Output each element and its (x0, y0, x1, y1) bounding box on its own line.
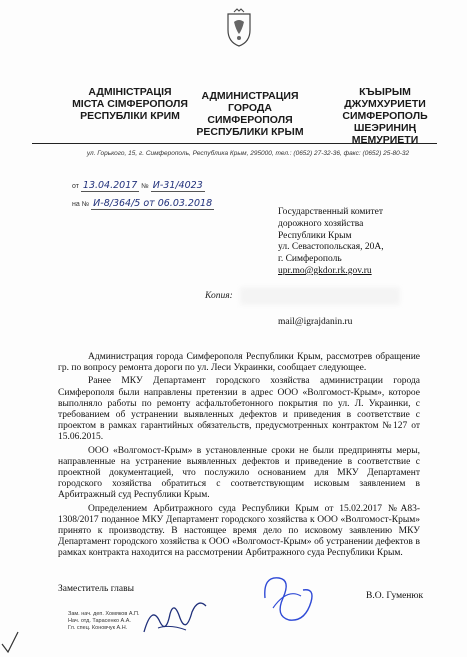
body-paragraph-2 (58, 376, 420, 443)
outgoing-date: 13.04.2017 (82, 180, 138, 191)
header-left-line: РЕСПУБЛІКИ КРИМ (80, 110, 180, 122)
body-paragraph-3: ООО «Волгомост-Крым» в установленные сроки не были предприняты меры, направленные на устранение выявленных дефектов и приведение в соответствие с проектной документацией, что послужило основанием для МКУ Департамент городского хозяйства обратиться с соответствующим исковым заявлением в Арбитражный суд Республики Крым. (58, 445, 420, 501)
header-left-line: МІСТА СІМФЕРОПОЛЯ (72, 98, 188, 110)
number-label: № (141, 183, 149, 190)
checkmark-icon (0, 630, 20, 655)
recipient-email: upr.mo@gkdor.rk.gov.ru (278, 265, 372, 276)
signatory-title: Заместитель главы (58, 584, 134, 594)
header-russian (185, 90, 315, 138)
redacted-area (240, 287, 400, 305)
header-right-line: ШЕЭРИНИҢ (353, 122, 417, 134)
outgoing-ref (72, 180, 205, 192)
from-label: от (72, 183, 79, 190)
on-number-label: на № (72, 201, 90, 208)
handwritten-signature-icon (140, 594, 210, 639)
header-right-line: МЕМУРИЕТИ (351, 134, 419, 146)
recipient-line: Государственный комитет (278, 207, 384, 217)
address-line: ул. Горького, 15, г. Симферополь, Республика Крым, 295000, тел.: (0652) 27-32-36, факс: (0652) 25-80-32 (86, 150, 410, 157)
header-center-line: ГОРОДА СИМФЕРОПОЛЯ (207, 102, 293, 126)
outgoing-number: И-31/4023 (152, 180, 203, 191)
recipient-line: г. Симферополь (278, 254, 342, 265)
header-divider (32, 143, 437, 144)
executors-list (68, 611, 140, 633)
header-right-line: ДЖУМХУРИЕТИ (344, 98, 426, 110)
executor-line: Зам. нач. деп. Хомяков А.П. (68, 611, 140, 617)
header-ukrainian (60, 86, 200, 122)
header-left-line: АДМІНІСТРАЦІЯ (88, 86, 172, 98)
copy-label: Копия: (205, 291, 233, 301)
body-paragraph-4: Определением Арбитражного суда Республики Крым от 15.02.2017 №А83-1308/2017 поданное МКУ Департамент городского хозяйства к ООО «Волгомост-Крым» принято к производству. В настоящее время дело по исковому заявлению МКУ Департамент городского хозяйства к ООО «Волгомост-Крым» об устранении дефектов в рамках контракта находится на рассмотрении Арбитражного суда Республики Крым. (58, 503, 420, 559)
executor-line: Нач. отд. Тарасенко А.А. (68, 618, 131, 625)
recipient-line: Республики Крым (278, 230, 352, 241)
body-paragraph-2-part-1: Ранее МКУ Департамент городского хозяйства администрации города Симферополя были направлены претензии в адрес ООО «Волгомост-Крым», которое выполняло работы по ремонту асфальтобетонного покрытия по (58, 376, 420, 409)
letter-body (58, 352, 420, 562)
header-right-line: СИМФЕРОПОЛЬ (342, 110, 428, 122)
incoming-ref (72, 198, 214, 210)
header-crimean-tatar (330, 86, 440, 146)
incoming-number: И-8/364/5 от 06.03.2018 (93, 198, 213, 209)
body-paragraph-2-part-2: ул. Л. Украинки, с требованием об устранении выявленных дефектов и приведения в соответствие с проектом в рамках гарантийных обязательств, предусмотренных контрактом №127 от 15.06.2015. (58, 398, 420, 443)
header-center-line: АДМИНИСТРАЦИЯ (201, 90, 299, 102)
header-right-line: КЪЫРЫМ (359, 86, 411, 98)
recipient-line: ул. Севастопольская, 20А, (278, 242, 384, 253)
header-center-line: РЕСПУБЛИКИ КРЫМ (196, 126, 304, 138)
main-signature-icon (255, 568, 320, 628)
body-paragraph-1: Администрация города Симферополя Республики Крым, рассмотрев обращение гр. по вопросу ремонта дороги по ул. Леси Украинки, сообщает следующее. (58, 352, 420, 374)
signatory-name: В.О. Гуменюк (366, 591, 424, 601)
recipient-line: дорожного хозяйства (278, 218, 364, 229)
coat-of-arms-icon (224, 8, 254, 48)
executor-line: Гл. спец. Коновчук А.Н. (68, 625, 128, 632)
recipient-block (278, 207, 438, 278)
copy-email: mail@igrajdanin.ru (278, 317, 353, 327)
